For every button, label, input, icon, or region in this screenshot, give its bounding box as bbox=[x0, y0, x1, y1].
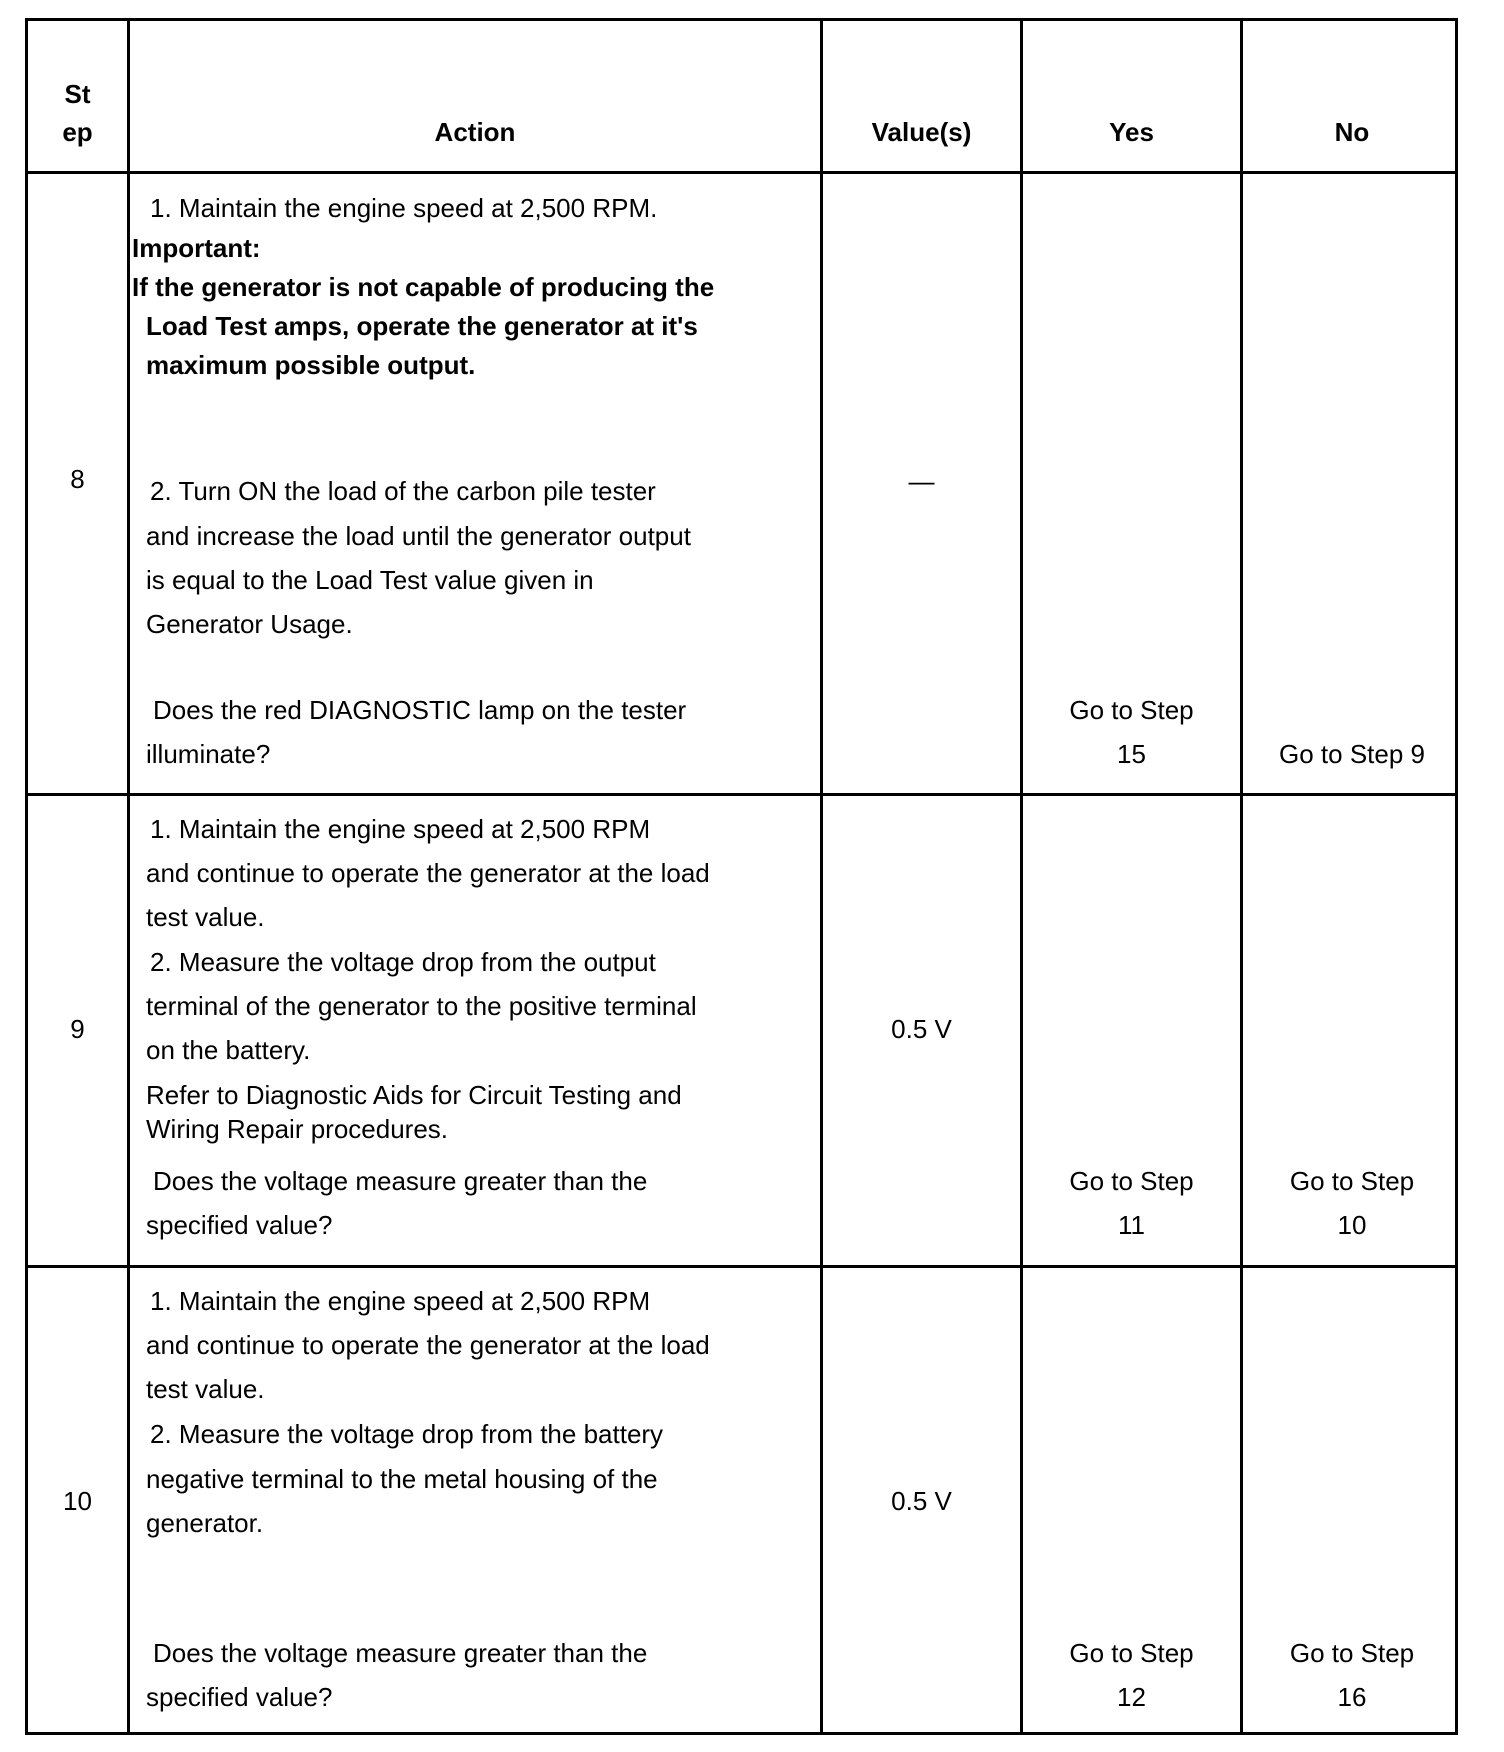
step-number: 10 bbox=[63, 1486, 92, 1516]
yes-line: Go to Step bbox=[1069, 1166, 1194, 1196]
action-line: 1. Maintain the engine speed at 2,500 RPM bbox=[150, 814, 651, 844]
action-line: negative terminal to the metal housing of the bbox=[146, 1464, 658, 1494]
diagnostic-table bbox=[25, 18, 1458, 1735]
action-line: Refer to Diagnostic Aids for Circuit Testing and bbox=[146, 1080, 682, 1110]
step-number: 9 bbox=[70, 1014, 85, 1044]
header-step: St ep bbox=[62, 79, 93, 147]
no-line: Go to Step 9 bbox=[1279, 739, 1425, 769]
action-line: and increase the load until the generator output bbox=[146, 521, 691, 551]
no-line: 10 bbox=[1337, 1210, 1367, 1240]
header-yes: Yes bbox=[1109, 117, 1154, 147]
no-line: Go to Step bbox=[1289, 1166, 1415, 1196]
important-label: Important: bbox=[132, 233, 261, 263]
value-cell: 0.5 V bbox=[891, 1486, 952, 1516]
step-number: 8 bbox=[70, 464, 85, 494]
row-divider bbox=[28, 793, 1455, 796]
yes-line: 11 bbox=[1118, 1210, 1145, 1240]
value-cell: 0.5 V bbox=[891, 1014, 952, 1044]
action-line: and continue to operate the generator at the load bbox=[146, 858, 710, 888]
row-divider bbox=[28, 1265, 1455, 1268]
column-divider bbox=[1240, 21, 1243, 1732]
question-line: Does the voltage measure greater than the bbox=[153, 1638, 648, 1668]
question-line: specified value? bbox=[146, 1682, 333, 1712]
no-line: Go to Step bbox=[1289, 1638, 1415, 1668]
important-line: maximum possible output. bbox=[146, 350, 476, 380]
action-line: terminal of the generator to the positive terminal bbox=[146, 991, 697, 1021]
column-divider bbox=[1020, 21, 1023, 1732]
question-line: specified value? bbox=[146, 1210, 333, 1240]
value-cell: — bbox=[908, 466, 935, 496]
yes-line: 15 bbox=[1117, 739, 1146, 769]
important-line: Load Test amps, operate the generator at it's bbox=[146, 311, 698, 341]
action-line: 1. Maintain the engine speed at 2,500 RPM bbox=[150, 1286, 651, 1316]
header-values: Value(s) bbox=[871, 117, 972, 147]
action-line: is equal to the Load Test value given in bbox=[146, 565, 594, 595]
question-line: Does the red DIAGNOSTIC lamp on the tester bbox=[153, 695, 687, 725]
action-line: Wiring Repair procedures. bbox=[146, 1114, 449, 1144]
action-line: 1. Maintain the engine speed at 2,500 RPM. bbox=[150, 193, 658, 223]
row-divider bbox=[28, 171, 1455, 174]
yes-line: 12 bbox=[1117, 1682, 1146, 1712]
action-line: Generator Usage. bbox=[146, 609, 353, 639]
header-no: No bbox=[1334, 117, 1370, 147]
no-line: 16 bbox=[1337, 1682, 1367, 1712]
action-line: test value. bbox=[146, 902, 265, 932]
column-divider bbox=[820, 21, 823, 1732]
action-line: and continue to operate the generator at the load bbox=[146, 1330, 710, 1360]
header-action: Action bbox=[434, 117, 516, 147]
yes-line: Go to Step bbox=[1069, 1638, 1194, 1668]
action-line: generator. bbox=[146, 1508, 264, 1538]
action-line: 2. Measure the voltage drop from the battery bbox=[150, 1419, 664, 1449]
action-line: 2. Turn ON the load of the carbon pile tester bbox=[150, 476, 656, 506]
yes-line: Go to Step bbox=[1069, 695, 1194, 725]
question-line: illuminate? bbox=[146, 739, 271, 769]
action-line: on the battery. bbox=[146, 1035, 311, 1065]
action-line: test value. bbox=[146, 1374, 265, 1404]
question-line: Does the voltage measure greater than the bbox=[153, 1166, 648, 1196]
important-line: If the generator is not capable of producing the bbox=[132, 272, 715, 302]
action-line: 2. Measure the voltage drop from the output bbox=[150, 947, 656, 977]
column-divider bbox=[127, 21, 130, 1732]
